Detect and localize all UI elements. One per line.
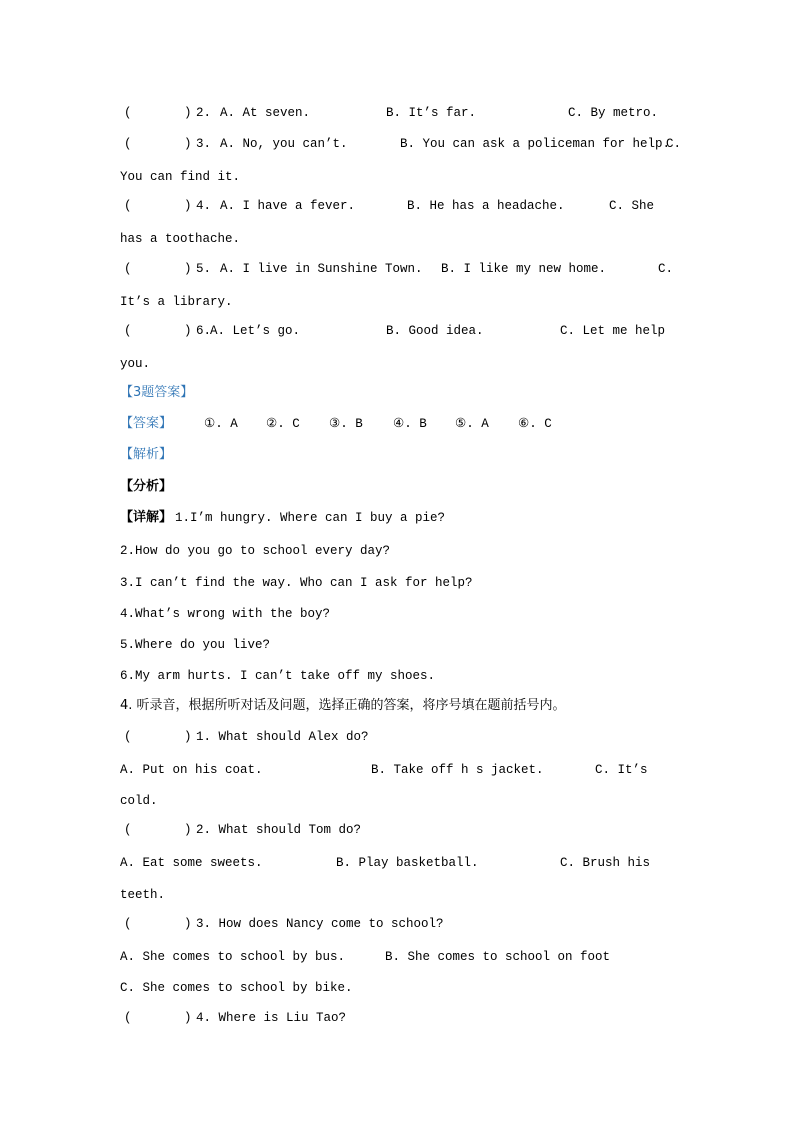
option-c: C. [666,137,682,151]
answer-bracket: ( ) [124,137,192,151]
q4-item-4-question [120,1010,347,1074]
answer-6: ⑥. C [518,417,552,431]
answer-5: ⑤. A [455,417,489,431]
answer-4: ④. B [393,417,427,431]
option-c: C. It’s [595,763,648,777]
item-number: 5. [196,262,212,276]
answer-1: ①. A [204,417,238,431]
option-a: A. Eat some sweets. [120,856,263,870]
option-b: B. She comes to school on foot [385,950,611,964]
q3-item-4-continuation: has a toothache. [120,232,241,246]
option-c: C. Let me help [560,324,666,338]
answer-label: 【答案】 [120,416,173,431]
answer-bracket: ( ) [124,1011,192,1025]
option-a: A. Put on his coat. [120,763,263,777]
q3-item-6-continuation: you. [120,357,151,371]
item-number: 2. [196,106,212,120]
q3-item-5-continuation: It’s a library. [120,295,233,309]
option-c: C. [658,262,674,276]
detail-line-2: 2.How do you go to school every day? [120,544,391,558]
option-a: A. Let’s go. [210,324,301,338]
answer-bracket: ( ) [124,324,192,338]
option-b: B. He has a headache. [407,199,565,213]
option-c: C. Brush his [560,856,651,870]
item-number: 4. [196,199,212,213]
answer-2: ②. C [266,417,300,431]
option-b: B. It’s far. [386,106,477,120]
option-c: C. She [609,199,655,213]
item-number: 6. [196,324,212,338]
q4-item-1-continuation: cold. [120,794,158,808]
detail-text: 1.I’m hungry. Where can I buy a pie? [175,511,446,525]
answer-bracket: ( ) [124,823,192,837]
option-a: A. At seven. [220,106,311,120]
detail-line-4: 4.What’s wrong with the boy? [120,607,331,621]
option-b: B. Good idea. [386,324,484,338]
q4-instruction: 4. 听录音，根据所听对话及问题，选择正确的答案，将序号填在题前括号内。 [120,698,566,713]
option-a: A. No, you can’t. [220,137,348,151]
option-a: A. I have a fever. [220,199,356,213]
option-a: A. She comes to school by bus. [120,950,346,964]
question-text: 1. What should Alex do? [196,730,369,744]
q4-item-2-continuation: teeth. [120,888,166,902]
option-a: A. I live in Sunshine Town. [220,262,423,276]
analysis-label: 【解析】 [120,447,173,462]
option-b: B. Play basketball. [336,856,479,870]
answer-bracket: ( ) [124,199,192,213]
fenxi-label: 【分析】 [120,479,173,494]
question-text: 4. Where is Liu Tao? [196,1011,347,1025]
answer-bracket: ( ) [124,106,192,120]
detail-line-5: 5.Where do you live? [120,638,271,652]
question-text: 3. How does Nancy come to school? [196,917,444,931]
answer-3: ③. B [329,417,363,431]
item-number: 3. [196,137,212,151]
q4-item-3-continuation: C. She comes to school by bike. [120,981,353,995]
option-b: B. You can ask a policeman for help. [400,137,671,151]
detail-line-3: 3.I can’t find the way. Who can I ask for help? [120,576,473,590]
option-b: B. Take off h s jacket. [371,763,544,777]
q3-item-3-continuation: You can find it. [120,170,241,184]
answer-bracket: ( ) [124,262,192,276]
answer-section-header: 【3题答案】 [120,385,194,400]
detail-line-6: 6.My arm hurts. I can’t take off my shoes. [120,669,436,683]
option-c: C. By metro. [568,106,659,120]
option-b: B. I like my new home. [441,262,607,276]
answer-bracket: ( ) [124,730,192,744]
question-text: 2. What should Tom do? [196,823,362,837]
detail-label: 【详解】 [120,510,173,525]
answer-bracket: ( ) [124,917,192,931]
